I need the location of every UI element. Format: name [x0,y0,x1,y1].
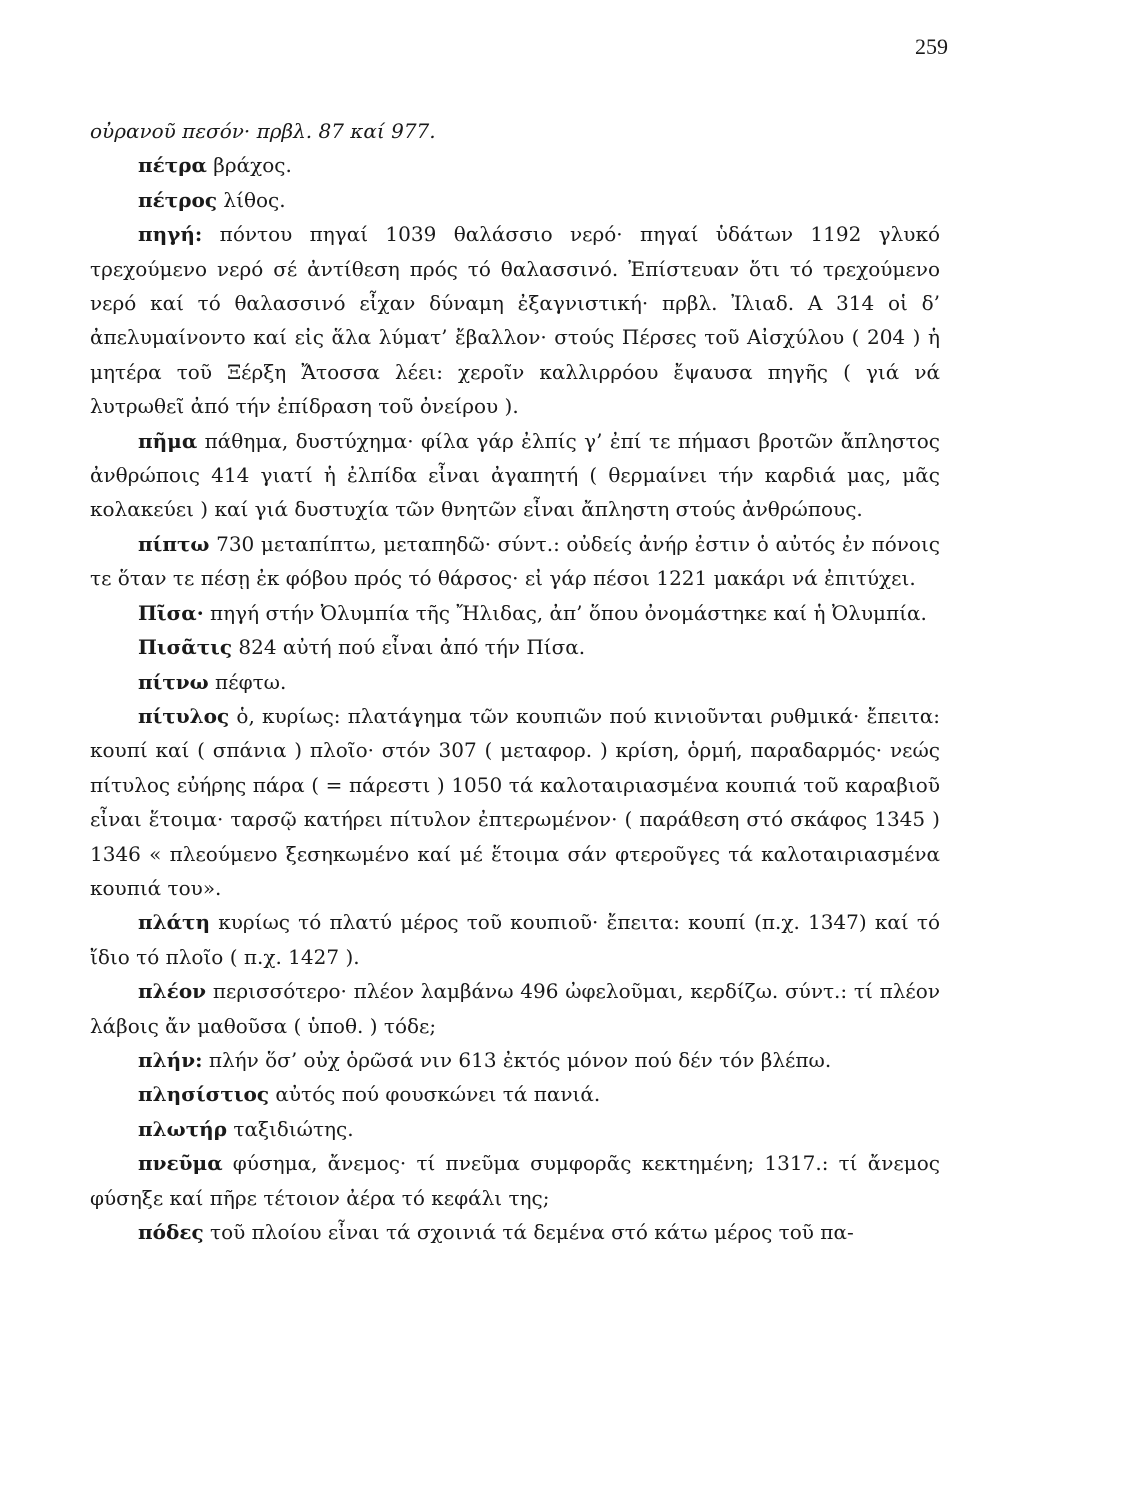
glossary-entry [90,1077,940,1111]
entry-headword: πέτρος [138,187,218,212]
entry-headword: πέτρα [138,153,207,178]
entry-definition: ὁ, κυρίως: πλατάγημα τῶν κουπιῶν πού κινιοῦνται ρυθμικά· ἔπειτα: κουπί καί ( σπάνια ) πλοῖο· στόν 307 ( μεταφορ. ) κρίση, ὁρμή, παραδαρμός· νεώς πίτυλος εὐήρης πάρα ( = πάρεστι ) 1050 τά καλοταιριασμένα κουπιά τοῦ καραβιοῦ εἶναι ἕτοιμα· ταρσῷ κατήρει πίτυλον ἐπτερωμένον· ( παράθεση στό σκάφος 1345 ) 1346 « πλεούμενο ξεσηκωμένο καί μέ ἕτοιμα σάν φτεροῦγες τά καλοταιριασμένα κουπιά του». [90,703,940,900]
glossary-entry [90,1146,940,1215]
entry-definition: πλήν ὅσ’ οὐχ ὁρῶσά νιν 613 ἐκτός μόνον πού δέν τόν βλέπω. [202,1047,832,1072]
page-number: 259 [915,34,948,59]
entry-definition: ταξιδιώτης. [227,1116,354,1141]
entry-definition: 730 μεταπίπτω, μεταπηδῶ· σύντ.: οὐδείς ἀνήρ ἐστιν ὁ αὐτός ἐν πόνοις τε ὅταν τε πέσῃ ἐκ φόβου πρός τό θάρσος· εἰ γάρ πέσοι 1221 μακάρι νά ἐπιτύχει. [90,531,940,591]
entry-headword: πνεῦμα [138,1151,223,1176]
entry-definition: πόντου πηγαί 1039 θαλάσσιο νερό· πηγαί ὑδάτων 1192 γλυκό τρεχούμενο νερό σέ ἀντίθεση πρός τό θαλασσινό. Ἐπίστευαν ὅτι τό τρεχούμενο νερό καί τό θαλασσινό εἶχαν δύναμη ἐξαγνιστική· πρβλ. Ἰλιαδ. Α 314 οἱ δ’ ἀπελυμαίνοντο καί εἰς ἅλα λύματ’ ἔβαλλον· στούς Πέρσες τοῦ Αἰσχύλου ( 204 ) ἡ μητέρα τοῦ Ξέρξη Ἄτοσσα λέει: χεροῖν καλλιρρόου ἔψαυσα πηγῆς ( γιά νά λυτρωθεῖ ἀπό τήν ἐπίδραση τοῦ ὀνείρου ). [90,222,940,419]
entry-headword: πλωτήρ [138,1116,228,1141]
entry-headword: πηγή: [138,222,203,247]
entry-headword: πίτυλος [138,703,230,728]
glossary-entry [90,1215,940,1249]
entry-definition: τοῦ πλοίου εἶναι τά σχοινιά τά δεμένα στό κάτω μέρος τοῦ πα- [203,1220,854,1244]
glossary-entry [90,974,940,1043]
entry-definition: περισσότερο· πλέον λαμβάνω 496 ὠφελοῦμαι, κερδίζω. σύντ.: τί πλέον λάβοις ἄν μαθοῦσα ( ὑποθ. ) τόδε; [90,979,940,1038]
entry-continuation: οὐρανοῦ πεσόν· πρβλ. 87 καί 977. [90,119,436,143]
glossary-entry [90,114,940,148]
entry-headword: πόδες [138,1220,204,1244]
glossary-entry [90,217,940,423]
glossary-entry [90,183,940,217]
glossary-entry [90,596,940,630]
glossary-entry [90,905,940,974]
entry-headword: πίτνω [138,669,209,694]
glossary-entry [90,1112,940,1146]
glossary-entry [90,630,940,664]
entry-definition: βράχος. [206,153,292,178]
entry-headword: πλήν: [138,1047,203,1072]
entry-definition: 824 αὐτή πού εἶναι ἀπό τήν Πίσα. [232,635,586,660]
entry-headword: πῆμα [138,428,198,453]
glossary-entry [90,527,940,596]
entry-headword: πλησίστιος [138,1082,270,1107]
entry-definition: αὐτός πού φουσκώνει τά πανιά. [269,1082,601,1107]
glossary-entry [90,148,940,182]
entry-definition: πάθημα, δυστύχημα· φίλα γάρ ἐλπίς γ’ ἐπί τε πήμασι βροτῶν ἄπληστος ἀνθρώποις 414 γιατί ἡ ἐλπίδα εἶναι ἀγαπητή ( θερμαίνει τήν καρδιά μας, μᾶς κολακεύει ) καί γιά δυστυχία τῶν θνητῶν εἶναι ἄπληστη στούς ἀνθρώπους. [90,428,940,522]
glossary-text [90,114,940,1249]
entry-headword: πλάτη [138,910,211,935]
glossary-entry [90,665,940,699]
glossary-entry [90,424,940,527]
entry-headword: Πισᾶτις [138,635,233,660]
glossary-entry [90,1043,940,1077]
entry-headword: πλέον [138,979,207,1004]
entry-headword: πίπτω [138,531,210,556]
entry-definition: πέφτω. [208,669,287,694]
entry-headword: Πῖσα· [138,600,204,625]
entry-definition: φύσημα, ἄνεμος· τί πνεῦμα συμφορᾶς κεκτημένη; 1317.: τί ἄνεμος φύσηξε καί πῆρε τέτοιον ἀέρα τό κεφάλι της; [90,1151,940,1210]
glossary-entry [90,699,940,905]
entry-definition: πηγή στήν Ὀλυμπία τῆς Ἤλιδας, ἀπ’ ὅπου ὀνομάστηκε καί ἡ Ὀλυμπία. [203,600,927,625]
entry-definition: κυρίως τό πλατύ μέρος τοῦ κουπιοῦ· ἔπειτα: κουπί (π.χ. 1347) καί τό ἴδιο τό πλοῖο ( π.χ. 1427 ). [90,910,940,969]
entry-definition: λίθος. [217,187,286,212]
